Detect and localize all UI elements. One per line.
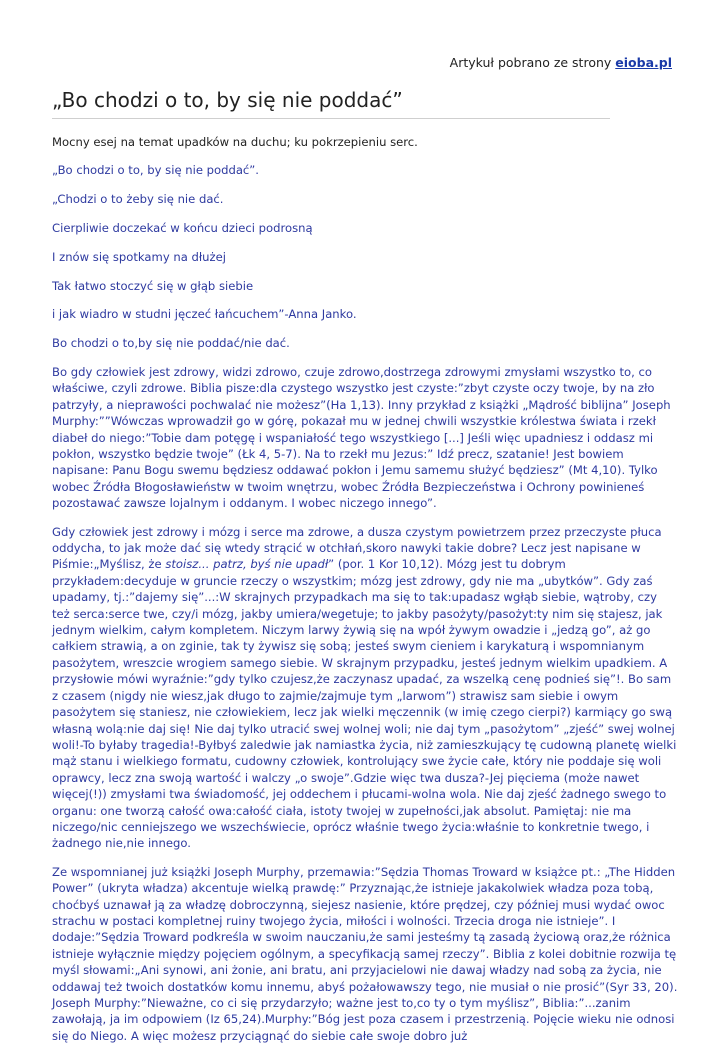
poem-line: Cierpliwie doczekać w końcu dzieci podrosną xyxy=(52,221,313,235)
article-lead: Mocny esej na temat upadków na duchu; ku pokrzepieniu serc. xyxy=(52,135,418,149)
poem-line: „Bo chodzi o to, by się nie poddać”. xyxy=(52,163,259,178)
article-title: „Bo chodzi o to, by się nie poddać” xyxy=(52,88,403,112)
article-body xyxy=(52,134,678,1056)
poem-line: „Chodzi o to żeby się nie dać. xyxy=(52,192,224,207)
title-divider xyxy=(52,118,610,119)
paragraph-1: Bo gdy człowiek jest zdrowy, widzi zdrowo, czuje zdrowo,dostrzega zdrowymi zmysłami wszystko to, co właściwe, czyli zdrowe. Biblia pisze:dla czystego wszystko jest czyste:”zbyt czyste oczy twoje, by na zło patrzyły, a nieprawości pochwalać nie możesz”(Ha 1,13). Inny przykład z książki „Mądrość biblijna” Joseph Murphy:””Wówczas wprowadził go w górę, pokazał mu w jednej chwili wszystkie królestwa świata i rzekł diabeł do niego:”Tobie dam potęgę i wspaniałość tego wszystkiego [...] Jeśli więc upadniesz i oddasz mi pokłon, wszystko będzie twoje” (Łk 4, 5-7). Na to rzekł mu Jezus:” Idź precz, szatanie! Jest bowiem napisane: Panu Bogu swemu będziesz oddawać pokłon i Jemu samemu służyć będziesz” (Mt 4,10). Tylko wobec Źródła Błogosławieństw w twoim wnętrzu, wobec Źródła Bezpieczeństwa i Ochrony powinieneś pozostawać zawsze lojalnym i oddanym. I wobec niczego innego”. xyxy=(52,364,671,511)
site-link[interactable]: eioba.pl xyxy=(615,55,672,70)
poem-line: I znów się spotkamy na dłużej xyxy=(52,249,226,264)
source-header xyxy=(450,55,672,70)
poem-line: Bo chodzi o to,by się nie poddać/nie dać. xyxy=(52,336,290,351)
paragraph-2-start: Gdy człowiek jest zdrowy i mózg i serce ma zdrowe, a dusza czystym powietrzem przez przeczyste płuca oddycha, to jak może dać się wtedy strącić w otchłań,skoro nawyki takie dobre? Lecz jest napisane w Piśmie:„Myślisz, że xyxy=(52,524,662,572)
paragraph-2 xyxy=(52,524,678,852)
paragraph-3: Ze wspomnianej już książki Joseph Murphy, przemawia:”Sędzia Thomas Troward w książce pt.: „The Hidden Power” (ukryta władza) akcentuje wielką prawdę:” Przyznając,że istnieje jakakolwiek władza poza tobą, choćbyś uznawał ją za władzę dobroczynną, siejesz nasienie, które prędzej, czy później musi wydać owoc strachu w postaci kompletnej ruiny twojego życia, miłości i wolności. Trzecia droga nie istnieje”. I dodaje:”Sędzia Troward podkreśla w swoim nauczaniu,że sami jesteśmy tą zasadą życiową oraz,że różnica istnieje wyłącznie między pojęciem ogólnym, a specyfikacją samej rzeczy”. Biblia z kolei dobitnie rozwija tę myśl słowami:„Ani synowi, ani żonie, ani bratu, ani przyjacielowi nie dawaj władzy nad sobą za życia, nie oddawaj też twoich dostatków komu innemu, abyś pożałowawszy tego, nie musiał o nie prosić”(Syr 33, 20). Joseph Murphy:”Nieważne, co ci się przydarzyło; ważne jest to,co ty o tym myślisz”, Biblia:”...zanim zawołają, ja im odpowiem (Iz 65,24).Murphy:”Bóg jest poza czasem i przestrzenią. Pojęcie wieku nie odnosi się do Niego. A więc możesz przyciągnąć do siebie całe swoje dobro już xyxy=(52,864,678,1043)
paragraph-2-rest: ” (por. 1 Kor 10,12). Mózg jest tu dobrym przykładem:decyduje w gruncie rzeczy o wszystkim; mózg jest zdrowy, gdy nie ma „ubytków”. Gdy zaś upadamy, tj.:”dajemy się”...:W skrajnych przypadkach ma się to tak:upadasz wgłąb siebie, wątroby, czy też serca:serce twe, czy/i mózg, jakby umiera/wegetuje; to jakby pasożyty/pasożyt:ty nim się stajesz, jak jednym wielkim, całym kompletem. Niczym larwy żywią się na wpół żywym owadzie i „jedzą go”, aż go całkiem strawią, a on zginie, tak ty żywisz się sobą; jesteś swym cieniem i karykaturą i wspomnianym pasożytem, wreszcie wrogiem samego siebie. W skrajnym przypadku, jesteś jednym wielkim upadkiem. A przysłowie mówi wyraźnie:”gdy tylko czujesz,że zaczynasz upadać, za wszelką cenę podnieś się”!. Bo sam z czasem (nigdy nie wiesz,jak długo to zajmie/zajmuje tym „larwom”) strawisz sam siebie i owym pasożytem się staniesz, nie człowiekiem, lecz jak wielki męczennik (w imię czego cierpi?) karmiący go swą własną wolą:nie daj się! Nie daj tylko utracić swej wolnej woli; nie daj tym „pasożytom” „zjeść” swej wolnej woli!-To byłaby tragedia!-Byłbyś zaledwie jak namiastka życia, niż zamieszkujący tę cudowną planetę wielki mąż stanu i wielkiego formatu, cudowny człowiek, kontrolujący swe życie całe, który nie poddaje się woli oprawcy, lecz zna swoją wartość i walczy „o swoje”.Gdzie więc twa dusza?-Jej pięciema (może nawet więcej(!)) zmysłami twa świadomość, jej oddechem i płucami-wolna wola. Nie daj zjeść żadnego swego to organu: one tworzą całość owa:całość ciała, istoty twojej w zupełności,jak absolut. Pamiętaj: nie ma niczego/nic cenniejszego we wszechświecie, oprócz właśnie twego życia:właśnie to konkretnie twego, i żadnego nie,nie innego. xyxy=(52,557,677,851)
source-prefix: Artykuł pobrano ze strony xyxy=(449,55,612,70)
poem-line: i jak wiadro w studni jęczeć łańcuchem”-Anna Janko. xyxy=(52,307,357,322)
quote-italic: stoisz... patrz, byś nie upadł xyxy=(165,557,329,572)
poem-line: Tak łatwo stoczyć się w głąb siebie xyxy=(52,278,254,293)
